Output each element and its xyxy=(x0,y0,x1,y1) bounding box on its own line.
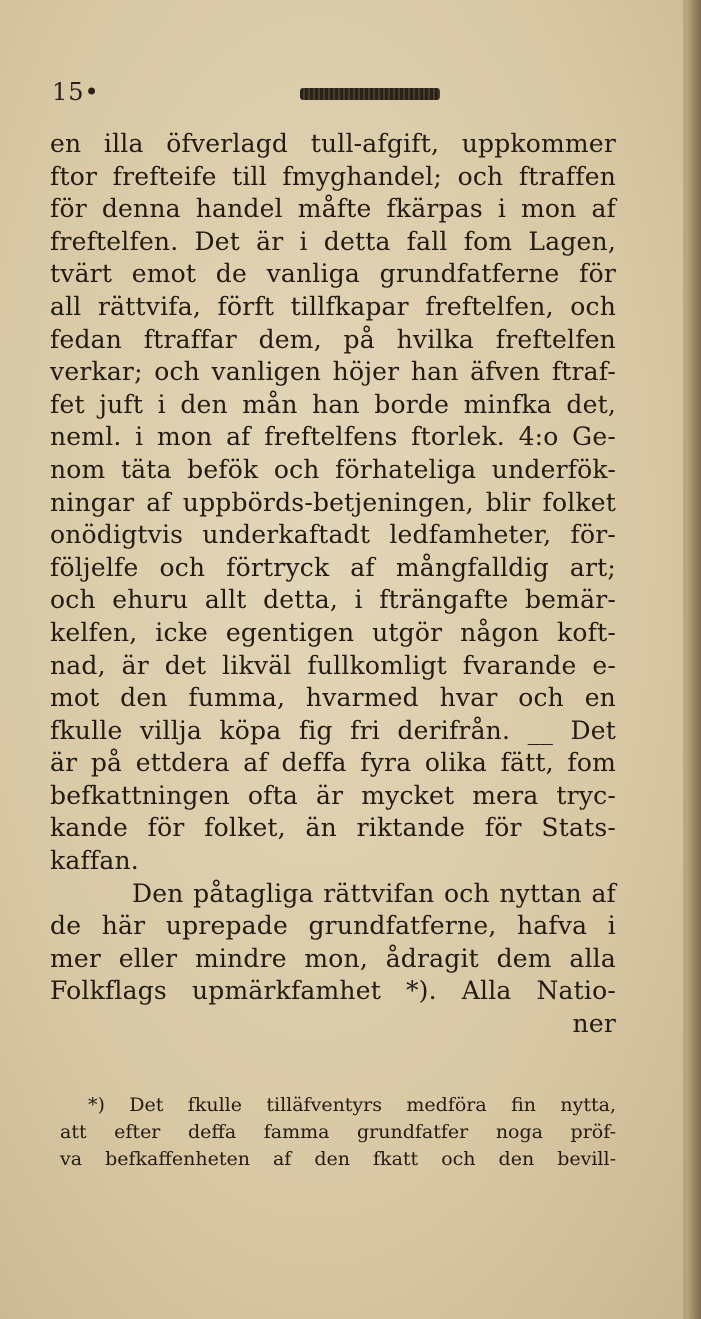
text-line: kande för folket, än riktande för Stats- xyxy=(50,813,616,843)
paragraph-start-line: Den påtagliga rättvifan och nyttan af xyxy=(132,878,616,908)
text-line: fet juft i den mån han borde minfka det, xyxy=(50,389,616,419)
page-header xyxy=(52,78,612,108)
header-ornament-rule xyxy=(300,88,440,100)
text-line: är på ettdera af deffa fyra olika fätt, fom xyxy=(50,748,616,778)
text-line: freftelfen. Det är i detta fall fom Lagen, xyxy=(50,226,616,256)
text-line: ftor frefteife till fmyghandel; och ftraffen xyxy=(50,161,616,191)
page-edge xyxy=(687,0,701,1319)
footnote-line: *) Det fkulle tilläfventyrs medföra fin nytta, xyxy=(88,1094,616,1116)
text-line: följelfe och förtryck af mångfalldig art; xyxy=(50,552,616,582)
text-line: Folkflags upmärkfamhet *). Alla Natio- xyxy=(50,976,616,1006)
text-line: fkulle villja köpa fig fri derifrån. __ Det xyxy=(50,715,616,745)
text-line: all rättvifa, förft tillfkapar freftelfen, och xyxy=(50,291,616,321)
text-line: för denna handel måfte fkärpas i mon af xyxy=(50,194,616,224)
text-line: och ehuru allt detta, i fträngafte bemär- xyxy=(50,585,616,615)
footnote xyxy=(60,1092,616,1173)
text-line: mot den fumma, hvarmed hvar och en xyxy=(50,683,616,713)
text-line: ningar af uppbörds-betjeningen, blir folket xyxy=(50,487,616,517)
footnote-line: va befkaffenheten af den fkatt och den bevill- xyxy=(60,1148,616,1170)
text-line: kelfen, icke egentigen utgör någon koft- xyxy=(50,617,616,647)
page-number: 15• xyxy=(52,78,100,106)
text-line: verkar; och vanligen höjer han äfven ftraf- xyxy=(50,357,616,387)
text-line: nad, är det likväl fullkomligt fvarande e- xyxy=(50,650,616,680)
text-line: onödigtvis underkaftadt ledfamheter, för- xyxy=(50,520,616,550)
footnote-line: att efter deffa famma grundfatfer noga pröf- xyxy=(60,1121,616,1143)
text-line: mer eller mindre mon, ådragit dem alla xyxy=(50,943,616,973)
text-line: tvärt emot de vanliga grundfatferne för xyxy=(50,259,616,289)
text-line: en illa öfverlagd tull-afgift, uppkommer xyxy=(50,129,616,158)
text-line: de här uprepade grundfatferne, hafva i xyxy=(50,911,616,941)
text-line: nom täta befök och förhateliga underfök- xyxy=(50,454,616,484)
text-line: kaffan. xyxy=(50,846,139,876)
body-text xyxy=(50,128,616,1041)
catchword: ner xyxy=(572,1009,616,1039)
text-line: fedan ftraffar dem, på hvilka freftelfen xyxy=(50,324,616,354)
text-line: befkattningen ofta är mycket mera tryc- xyxy=(50,780,616,810)
text-line: neml. i mon af freftelfens ftorlek. 4:o Ge- xyxy=(50,422,616,452)
